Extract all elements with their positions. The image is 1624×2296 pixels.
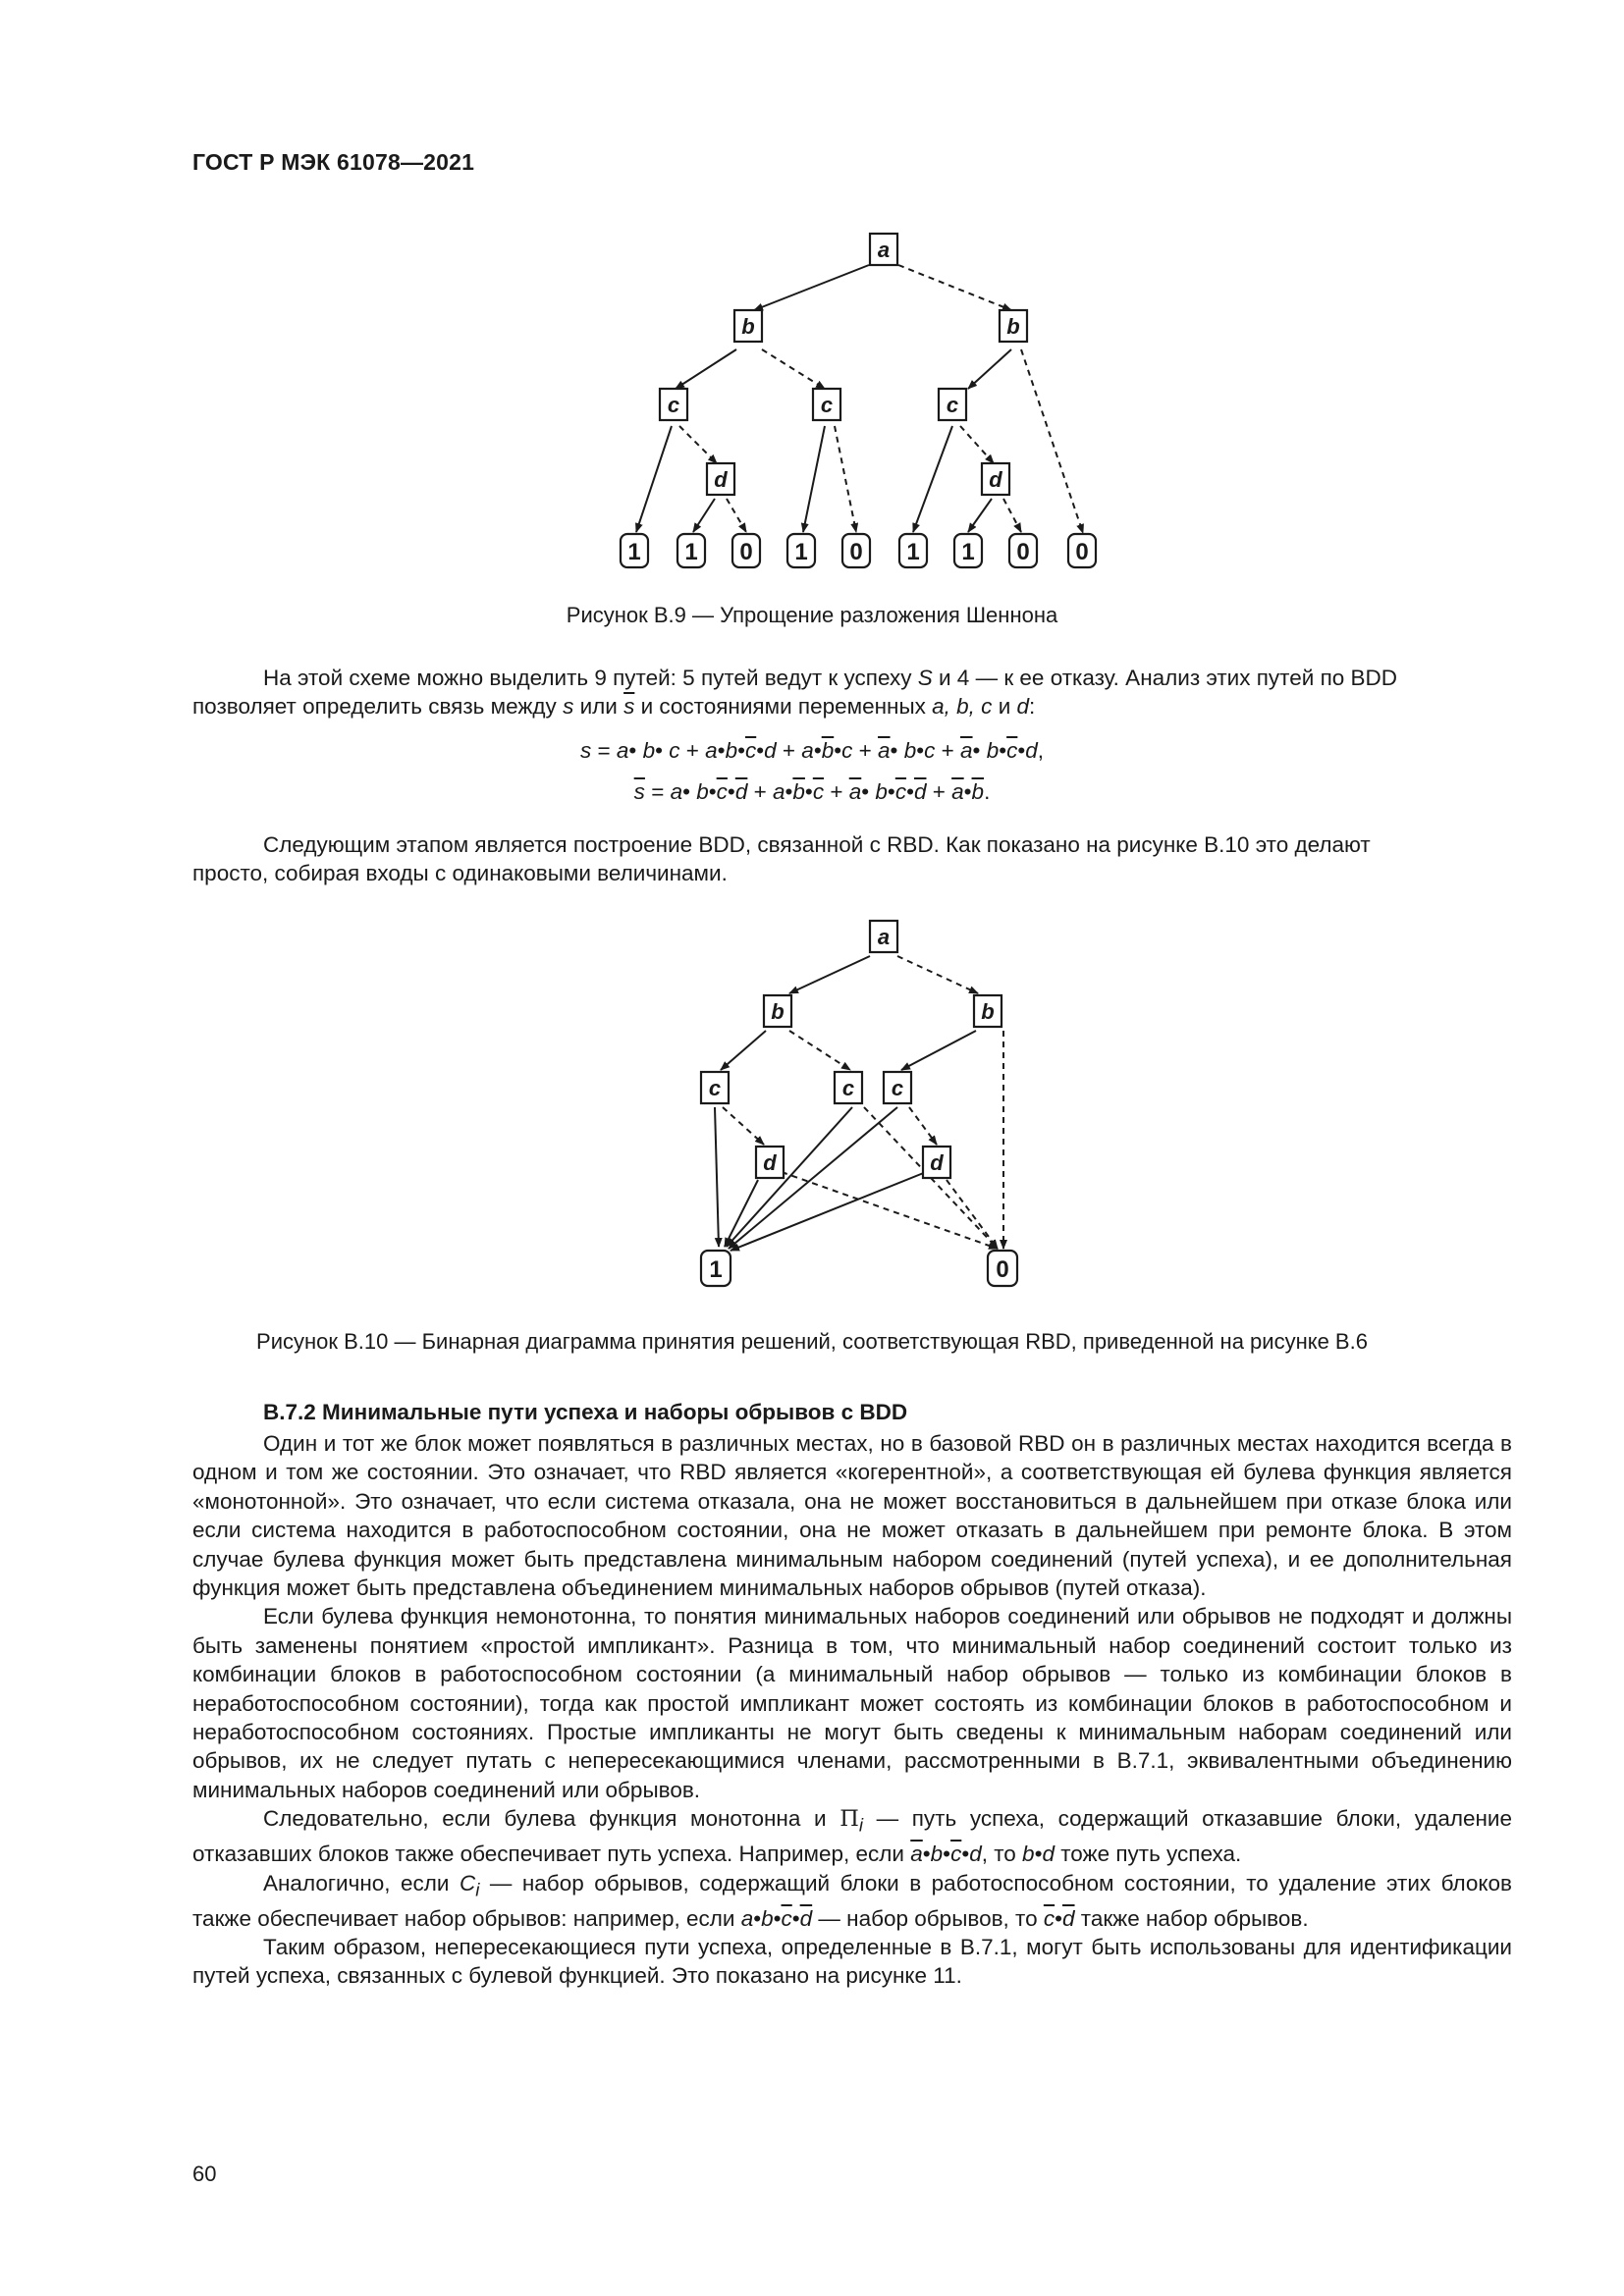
leaf-label: 0 [849,539,863,565]
leaf-label: 1 [906,539,920,565]
node-label: d [763,1150,777,1175]
section-title: В.7.2 Минимальные пути успеха и наборы обрывов с BDD [263,1400,908,1424]
edge-a-b-left [754,265,869,310]
leaf-label: 0 [1016,539,1030,565]
equation-s: s = a• b• $c + a•b•\overline{c}•d$ + $a•\overline{b}•c$ + $\overline{a}•$ b•c + $\overline{a}•$ $b•\overline{c}•d$, [579,738,1045,763]
paragraph-line: Следующим этапом является построение BDD, связанной с RBD. Как показано на рисунке В.10 это делают [263,832,1371,857]
expression: $\overline{a}•b•\overline{c}•d$ [910,1842,982,1867]
node-label: c [891,1076,904,1100]
node-label: d [930,1150,944,1175]
node-label: c [708,1076,722,1100]
paragraph-line: позволяет определить связь между s или $\overline{s}$ и состояниями переменных a, b, c и d: [192,694,1036,720]
leaf-label: 0 [739,539,753,565]
paragraph-line: просто, собирая входы с одинаковыми величинами. [192,861,728,886]
expression: $\overline{c}•\overline{d}$ [1043,1905,1075,1931]
body-paragraph-4: Аналогично, если $C_i$ — набор обрывов, содержащий блоки в работоспособном состоянии, то удаление этих блоков также обеспечивает набор обрывов: например, если $a•b•\overline{c}•\overline{d}$ — набор обрывов, то $\overline{c}•\overline{d}$ также набор обрывов. [192,1870,1512,1931]
node-label: d [989,467,1002,492]
body-paragraph-2: Если булева функция немонотонна, то понятия минимальных наборов соединений или обрывов не подходят и должны быть заменены понятием «простой импликант». Разница в том, что минимальный набор соединений состоит только из комбинации блоков в работоспособном состоянии (а минимальный набор обрывов — только из комбинации блоков в неработоспособном состоянии), тогда как простой импликант может состоять из комбинации блоков в работоспособном и неработоспособном состояниях. Простые импликанты не могут быть сведены к минимальным наборам соединений или обрывов, их не следует путать с непересекающимися членами, рассмотренными в В.7.1, эквивалентными объединению минимальных наборов соединений или обрывов. [192,1604,1512,1802]
figure-b10-diagram [687,913,1041,1306]
body-paragraph-1: Один и тот же блок может появляться в различных местах, но в базовой RBD он в различных местах находится всегда в одном и том же состоянии. Это означает, что RBD является «когерентной», а соответствующая ей булева функция является «монотонной». Это означает, что если система отказала, она не может восстановиться в дальнейшем при отказе блока или если система находится в работоспособном состоянии, она не может отказать в дальнейшем при ремонте блока. В этом случае булева функция может быть представлена минимальным набором соединений (путей успеха), и ее дополнительная функция может быть представлена объединением минимальных наборов обрывов (путей отказа). [192,1431,1512,1601]
paragraph-next-step [192,830,1512,888]
node-label: b [1006,314,1020,339]
node-label: b [981,999,995,1024]
leaf-label: 0 [1075,539,1089,565]
section-body [192,1429,1512,1991]
figure-b10-caption: Рисунок В.10 — Бинарная диаграмма принятия решений, соответствующая RBD, приведенной на рисунке В.6 [256,1329,1368,1354]
node-label: d [714,467,728,492]
paragraph-paths [192,664,1512,721]
node-label: c [667,393,680,417]
leaf-label: 1 [961,539,975,565]
equation-s-bar: $\overline{s}$ = a• $b•\overline{c}•\overline{d}$ + $a•\overline{b}•\overline{c}$ + $\overline{a}•$ $b•\overline{c}•\overline{d}$ + $\overline{a}•\overline{b}$. [633,779,991,804]
page-number: 60 [192,2162,217,2186]
node-label: a [877,238,891,262]
edge-a-b-right [898,265,1011,310]
body-paragraph-3: Следовательно, если булева функция монотонна и $\Pi_i$ — путь успеха, содержащий отказавшие блоки, удаление отказавших блоков также обеспечивает путь успеха. Например, если $\overline{a}•b•\overline{c}•d$, то b•d тоже путь успеха. [192,1806,1512,1867]
leaf-label: 1 [794,539,808,565]
document-header: ГОСТ Р МЭК 61078—2021 [192,149,475,175]
body-paragraph-5: Таким образом, непересекающиеся пути успеха, определенные в В.7.1, могут быть использованы для идентификации путей успеха, связанных с булевой функцией. Это показано на рисунке 11. [192,1934,1512,1989]
leaf-label: 1 [684,539,698,565]
expression: $a•b•\overline{c}•\overline{d}$ [740,1905,813,1931]
leaf-label: 1 [627,539,641,565]
figure-b9-diagram [589,224,1100,577]
node-label: b [741,314,755,339]
node-label: a [877,925,891,949]
leaf-label: 1 [709,1256,723,1283]
node-label: b [771,999,785,1024]
node-label: c [820,393,834,417]
node-label: c [946,393,959,417]
node-label: c [841,1076,855,1100]
figure-b9-caption: Рисунок В.9 — Упрощение разложения Шеннона [566,603,1058,627]
leaf-label: 0 [996,1256,1009,1283]
paragraph-line: На этой схеме можно выделить 9 путей: 5 путей ведут к успеху S и 4 — к ее отказу. Анализ этих путей по BDD [263,666,1398,690]
